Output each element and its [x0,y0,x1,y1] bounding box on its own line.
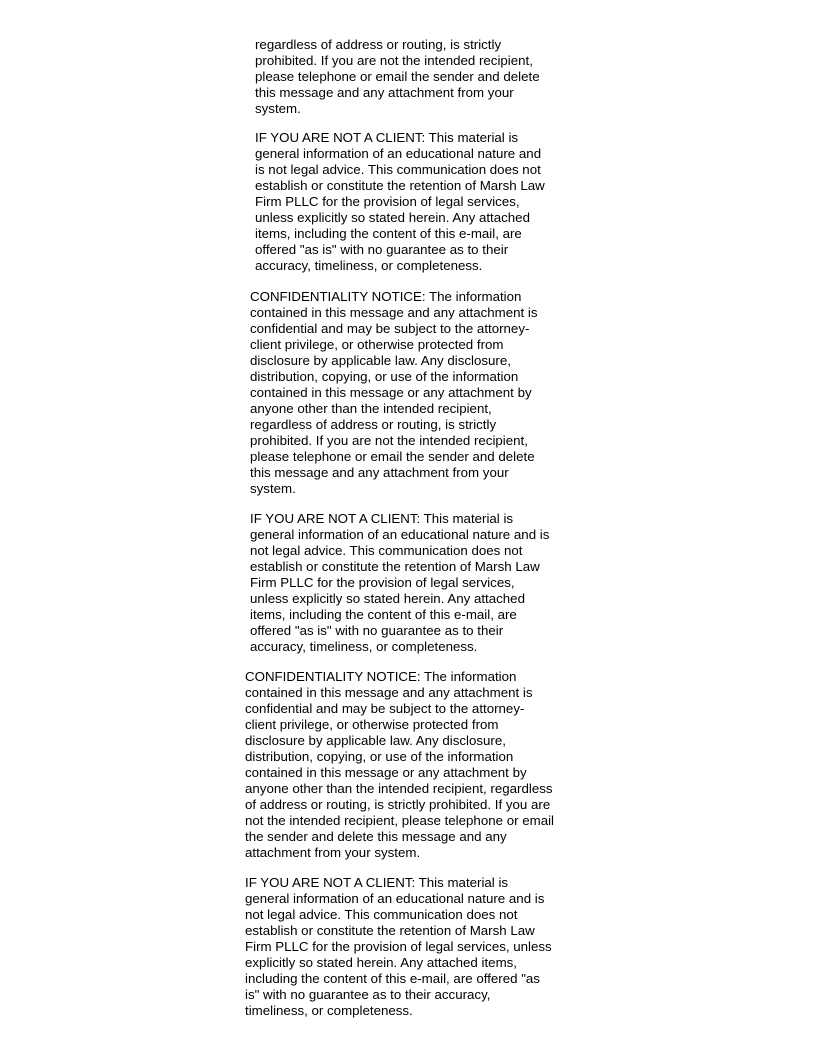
confidentiality-notice: CONFIDENTIALITY NOTICE: The information contained in this message and any attachment is confidential and may be subject to the attorney- client privilege, or otherwise protected from disclosure by applicable law. Any disclosure, distribution, copying, or use of the information contained in this message or any attachment by anyone other than the intended recipient, regardless of address or routing, is strictly prohibited. If you are not the intended recipient, please telephone or email the sender and delete this message and any attachment from your system. [250,289,538,496]
non-client-disclaimer: IF YOU ARE NOT A CLIENT: This material is general information of an educational nature and is not legal advice. This communication does not establish or constitute the retention of Marsh Law Firm PLLC for the provision of legal services, unless explicitly so stated herein. Any attached items, including the content of this e-mail, are offered "as is" with no guarantee as to their accuracy, timeliness, or completeness. [250,511,550,654]
confidentiality-notice-fragment: regardless of address or routing, is strictly prohibited. If you are not the intended recipient, please telephone or email the sender and delete this message and any attachment from your system. [255,37,540,116]
non-client-disclaimer: IF YOU ARE NOT A CLIENT: This material is general information of an educational nature and is not legal advice. This communication does not establish or constitute the retention of Marsh Law Firm PLLC for the provision of legal services, unless explicitly so stated herein. Any attached items, including the content of this e-mail, are offered "as is" with no guarantee as to their accuracy, timeliness, or completeness. [245,875,552,1018]
confidentiality-notice: CONFIDENTIALITY NOTICE: The information contained in this message and any attachment is confidential and may be subject to the attorney- client privilege, or otherwise protected from disclosure by applicable law. Any disclosure, distribution, copying, or use of the information contained in this message or any attachment by anyone other than the intended recipient, regardless of address or routing, is strictly prohibited. If you are not the intended recipient, please telephone or email the sender and delete this message and any attachment from your system. [245,669,554,860]
non-client-disclaimer: IF YOU ARE NOT A CLIENT: This material is general information of an educational nature and is not legal advice. This communication does not establish or constitute the retention of Marsh Law Firm PLLC for the provision of legal services, unless explicitly so stated herein. Any attached items, including the content of this e-mail, are offered "as is" with no guarantee as to their accuracy, timeliness, or completeness. [255,130,545,273]
